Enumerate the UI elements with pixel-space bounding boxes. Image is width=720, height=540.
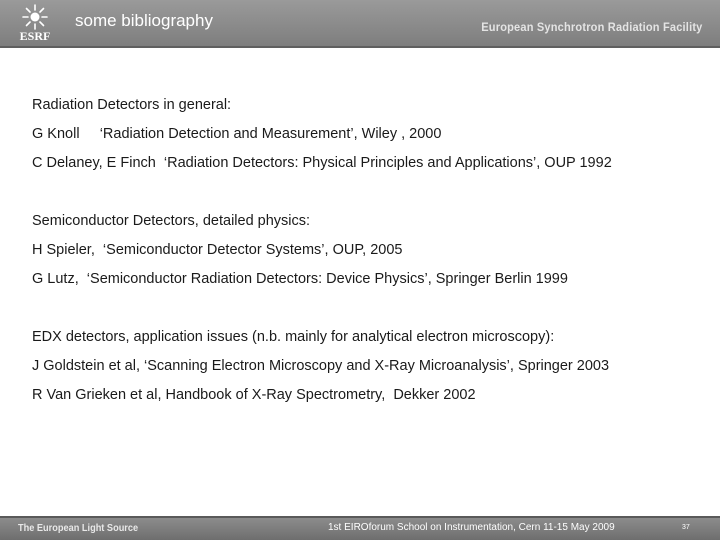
esrf-logo bbox=[14, 3, 56, 43]
reference-item: J Goldstein et al, ‘Scanning Electron Microscopy and X-Ray Microanalysis’, Springer 2003 bbox=[32, 358, 610, 374]
section-heading: Radiation Detectors in general: bbox=[32, 97, 232, 113]
reference-item: H Spieler, ‘Semiconductor Detector Systems’, OUP, 2005 bbox=[32, 242, 403, 258]
slide-title: some bibliography bbox=[75, 11, 213, 30]
section-semiconductor bbox=[32, 212, 702, 299]
section-heading: EDX detectors, application issues (n.b. mainly for analytical electron microscopy): bbox=[32, 329, 555, 345]
spacer bbox=[32, 299, 702, 328]
bibliography-content bbox=[32, 96, 702, 415]
reference-item: R Van Grieken et al, Handbook of X-Ray Spectrometry, Dekker 2002 bbox=[32, 387, 476, 403]
footer-bar bbox=[0, 516, 720, 540]
spacer bbox=[32, 183, 702, 212]
section-general bbox=[32, 96, 702, 183]
footer-event: 1st EIROforum School on Instrumentation, Cern 11-15 May 2009 bbox=[328, 522, 615, 533]
logo-text: ESRF bbox=[19, 29, 51, 43]
organization-name: European Synchrotron Radiation Facility bbox=[480, 20, 702, 34]
sunburst-icon bbox=[21, 3, 49, 31]
page-number: 37 bbox=[682, 524, 690, 531]
reference-item: G Knoll ‘Radiation Detection and Measurement’, Wiley , 2000 bbox=[32, 126, 442, 142]
footer-tagline: The European Light Source bbox=[18, 523, 139, 534]
section-edx bbox=[32, 328, 702, 415]
reference-item: G Lutz, ‘Semiconductor Radiation Detectors: Device Physics’, Springer Berlin 1999 bbox=[32, 271, 568, 287]
reference-item: C Delaney, E Finch ‘Radiation Detectors: Physical Principles and Applications’, OUP 1992 bbox=[32, 155, 612, 171]
header-bar bbox=[0, 0, 720, 48]
section-heading: Semiconductor Detectors, detailed physics: bbox=[32, 213, 311, 229]
